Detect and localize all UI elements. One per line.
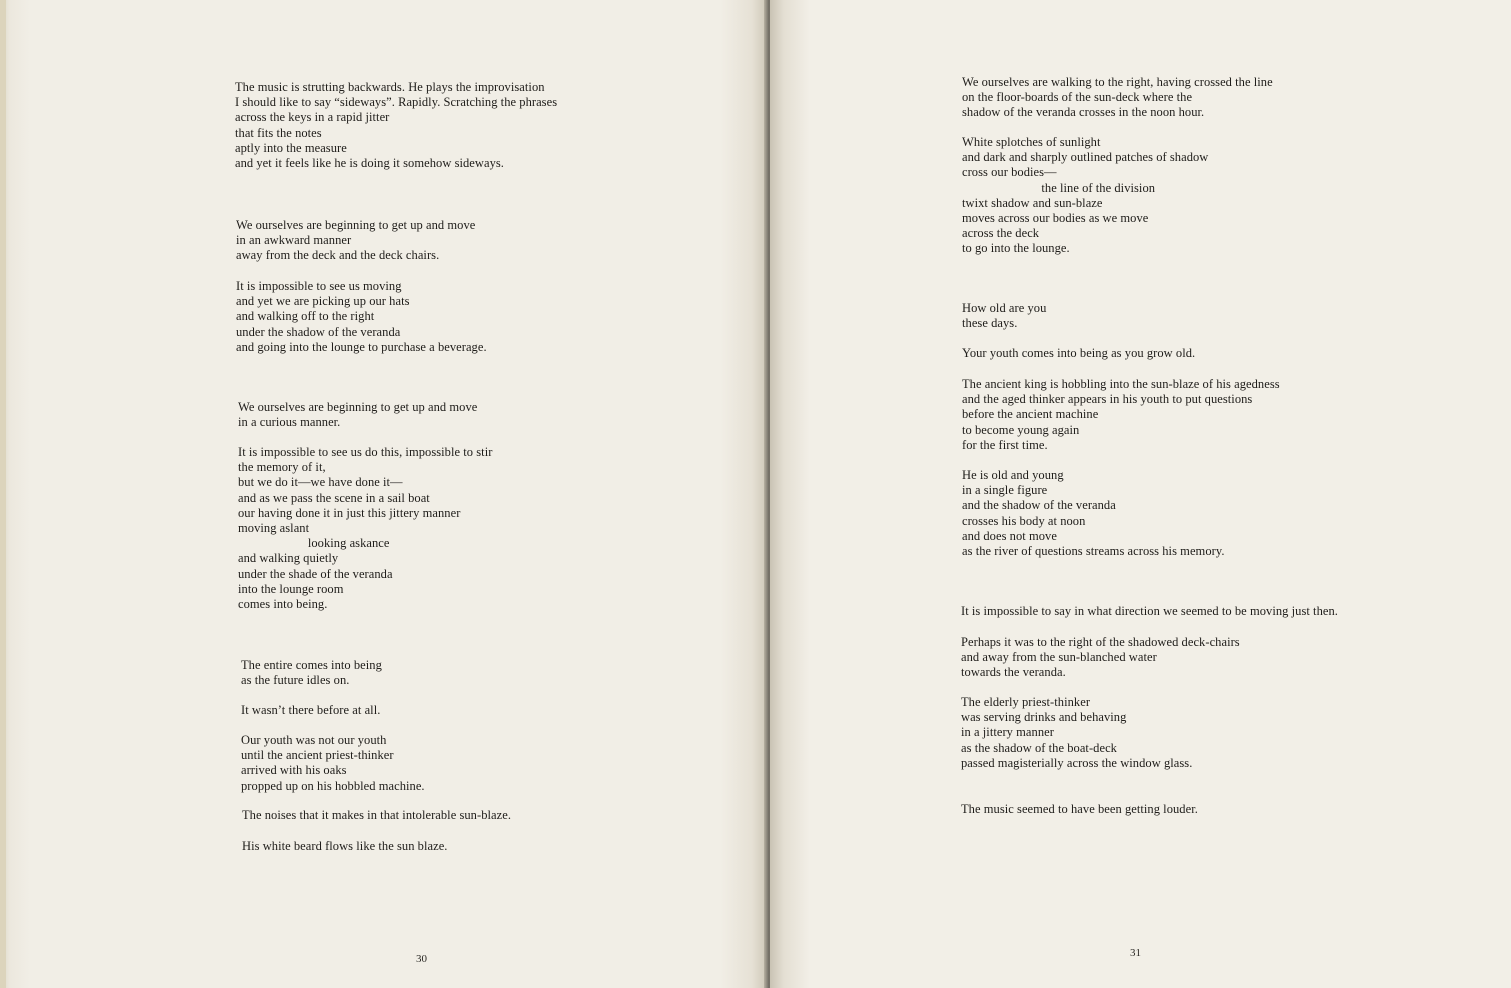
stanza: It is impossible to say in what direction we seemed to be moving just then. bbox=[961, 604, 1338, 618]
stanza: White splotches of sunlight and dark and sharply outlined patches of shadow cross our bodies— the line of the division twixt shadow and sun-blaze moves across our bodies as we move across the deck to go into the lounge. bbox=[962, 135, 1209, 256]
stanza: The elderly priest-thinker was serving drinks and behaving in a jittery manner as the shadow of the boat-deck passed magisterially across the window glass. bbox=[961, 695, 1193, 770]
stanza: Your youth comes into being as you grow old. bbox=[962, 346, 1196, 360]
stanza: We ourselves are beginning to get up and move in an awkward manner away from the deck and the deck chairs. bbox=[236, 218, 476, 263]
stanza: The ancient king is hobbling into the sun-blaze of his agedness and the aged thinker appears in his youth to put questions before the ancient machine to become young again for the first time. bbox=[962, 377, 1280, 452]
stanza: It is impossible to see us do this, impossible to stir the memory of it, but we do it—we have done it— and as we pass the scene in a sail boat our having done it in just this jittery manner moving aslant looking askance and walking quietly under the shade of the veranda into the lounge room comes into being. bbox=[238, 445, 493, 612]
right-page bbox=[770, 0, 1511, 988]
page-edge bbox=[0, 0, 6, 988]
page-number: 30 bbox=[416, 953, 427, 965]
stanza: The music is strutting backwards. He plays the improvisation I should like to say “sideways”. Rapidly. Scratching the phrases across the keys in a rapid jitter that fits the notes aptly into the measure and yet it feels like he is doing it somehow sideways. bbox=[235, 80, 558, 171]
stanza: Perhaps it was to the right of the shadowed deck-chairs and away from the sun-blanched water towards the veranda. bbox=[961, 635, 1240, 680]
stanza: The noises that it makes in that intolerable sun-blaze. bbox=[242, 808, 511, 822]
stanza: The music seemed to have been getting louder. bbox=[961, 802, 1198, 816]
stanza: Our youth was not our youth until the ancient priest-thinker arrived with his oaks propped up on his hobbled machine. bbox=[241, 733, 425, 793]
stanza: His white beard flows like the sun blaze. bbox=[242, 839, 448, 853]
stanza: He is old and young in a single figure and the shadow of the veranda crosses his body at noon and does not move as the river of questions streams across his memory. bbox=[962, 468, 1225, 559]
stanza: How old are you these days. bbox=[962, 301, 1047, 331]
stanza: The entire comes into being as the future idles on. bbox=[241, 658, 382, 688]
stanza: It wasn’t there before at all. bbox=[241, 703, 381, 717]
stanza: It is impossible to see us moving and yet we are picking up our hats and walking off to the right under the shadow of the veranda and going into the lounge to purchase a beverage. bbox=[236, 279, 487, 354]
page-number: 31 bbox=[1130, 947, 1141, 959]
stanza: We ourselves are beginning to get up and move in a curious manner. bbox=[238, 400, 478, 430]
stanza: We ourselves are walking to the right, having crossed the line on the floor-boards of the sun-deck where the shadow of the veranda crosses in the noon hour. bbox=[962, 75, 1273, 120]
